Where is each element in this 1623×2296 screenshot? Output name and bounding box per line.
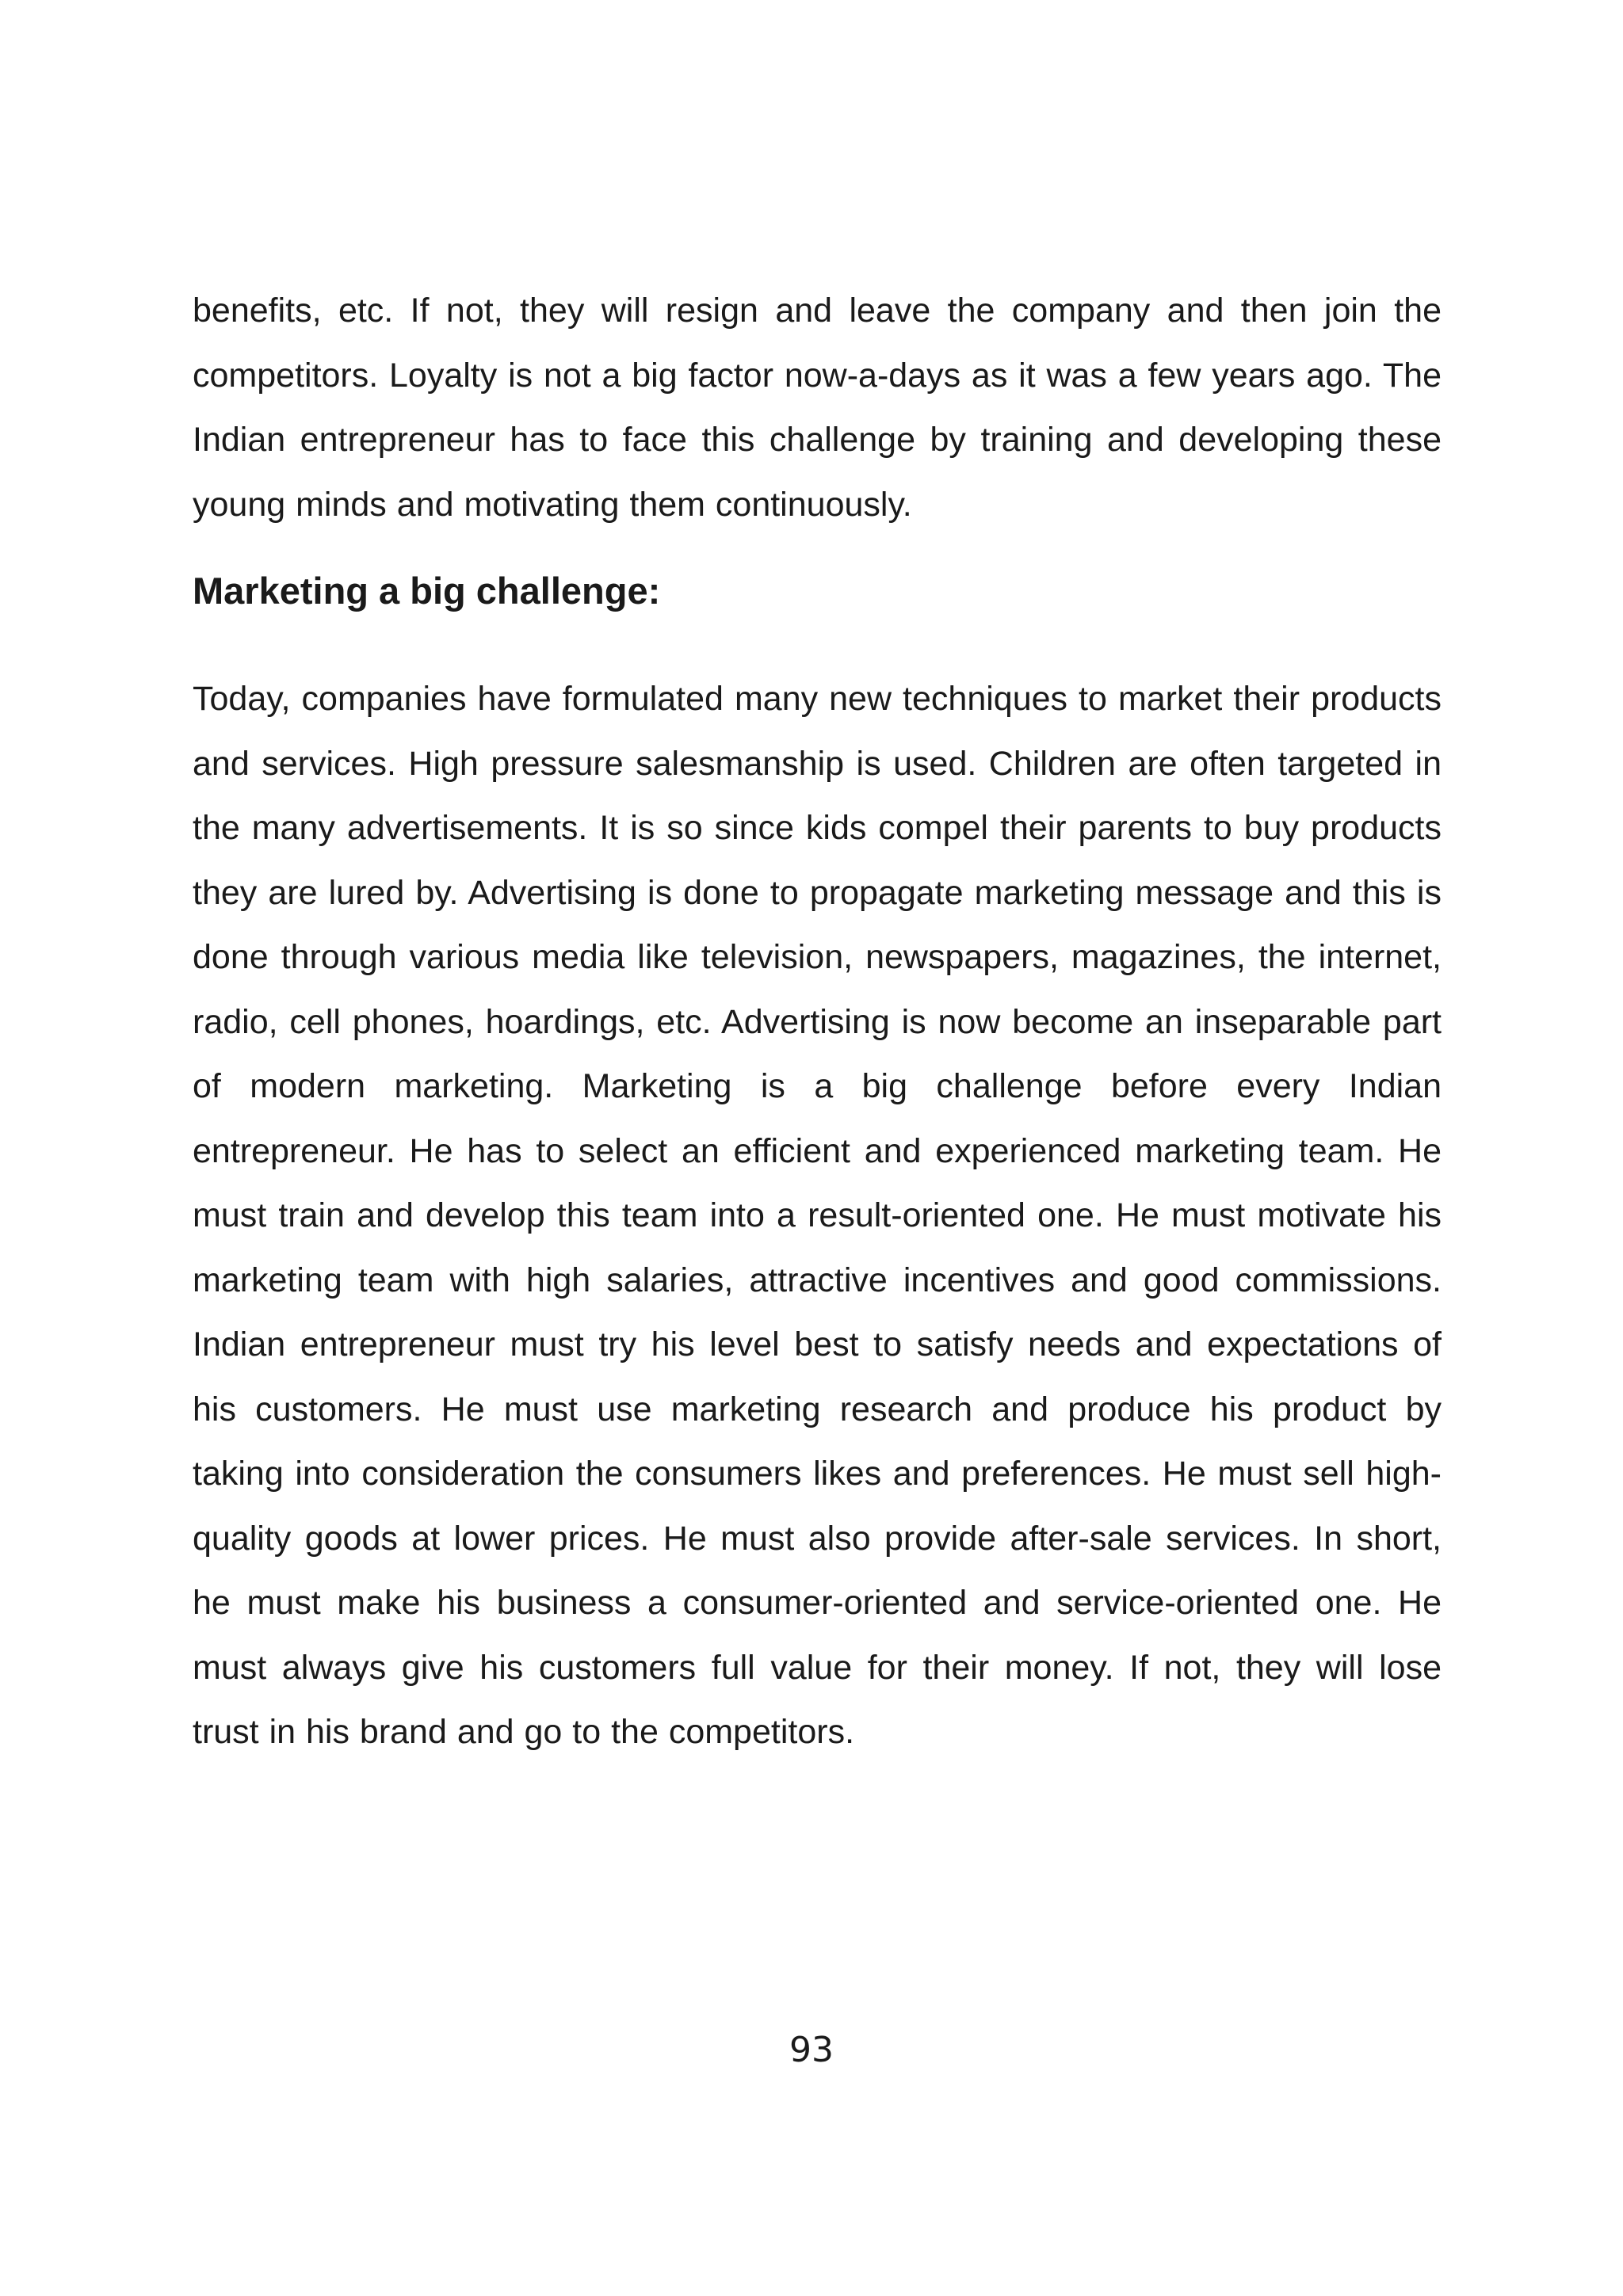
page-number: 93 <box>789 2030 834 2070</box>
paragraph-continuation: benefits, etc. If not, they will resign and leave the company and then join the competitors. Loyalty is not a big factor now-a-days as it was a few years ago. The Indian entrepreneur has to face this challenge by training and developing these young minds and motivating them continuously. <box>193 292 1442 524</box>
page-body <box>193 279 1442 1765</box>
paragraph-marketing: Today, companies have formulated many new techniques to market their products and services. High pressure salesmanship is used. Children are often targeted in the many advertisements. It is so since kids compel their parents to buy products they are lured by. Advertising is done to propagate marketing message and this is done through various media like television, newspapers, magazines, the internet, radio, cell phones, hoardings, etc. Advertising is now become an inseparable part of modern marketing. Marketing is a big challenge before every Indian entrepreneur. He has to select an efficient and experienced marketing team. He must train and develop this team into a result-oriented one. He must motivate his marketing team with high salaries, attractive incentives and good commissions. Indian entrepreneur must try his level best to satisfy needs and expectations of his customers. He must use marketing research and produce his product by taking into consideration the consumers likes and preferences. He must sell high-quality goods at lower prices. He must also provide after-sale services. In short, he must make his business a consumer-oriented and service-oriented one. He must always give his customers full value for their money. If not, they will lose trust in his brand and go to the competitors. <box>193 680 1442 1751</box>
section-heading: Marketing a big challenge: <box>193 570 661 612</box>
